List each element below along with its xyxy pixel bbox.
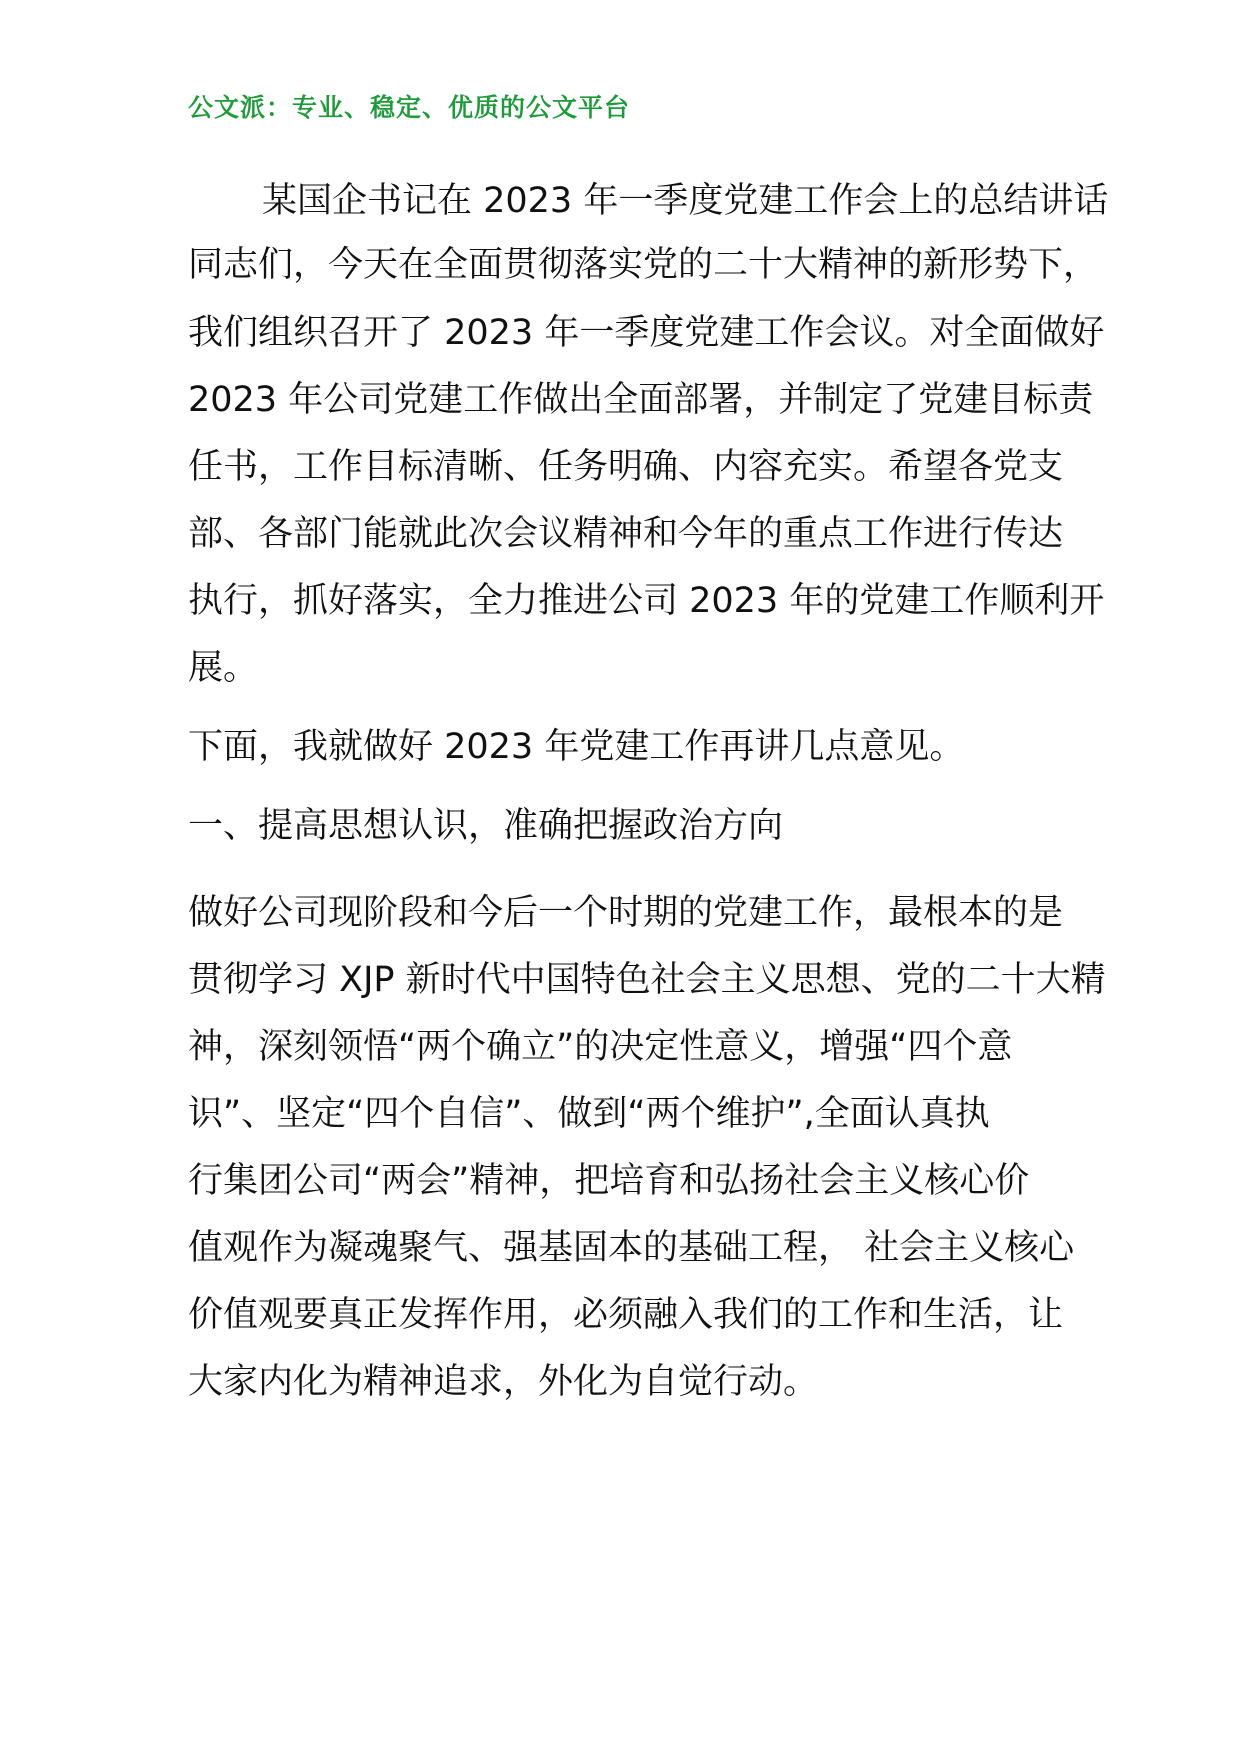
paragraph-line: 部、各部门能就此次会议精神和今年的重点工作进行传达: [188, 514, 1064, 554]
paragraph-line: 大家内化为精神追求，外化为自觉行动。: [188, 1362, 819, 1402]
paragraph-line: 做好公司现阶段和今后一个时期的党建工作，最根本的是: [188, 893, 1064, 933]
paragraph-line: 值观作为凝魂聚气、强基固本的基础工程， 社会主义核心: [188, 1228, 1075, 1268]
section-heading: 一、提高思想认识，准确把握政治方向: [188, 806, 784, 846]
site-header-banner: 公文派：专业、稳定、优质的公文平台: [188, 93, 631, 122]
paragraph-line: 展。: [188, 648, 259, 688]
document-title: 某国企书记在 2023 年一季度党建工作会上的总结讲话: [262, 181, 1109, 221]
paragraph-line: 同志们，今天在全面贯彻落实党的二十大精神的新形势下，: [188, 245, 1099, 285]
paragraph-line: 神，深刻领悟“两个确立”的决定性意义，增强“四个意: [188, 1027, 1013, 1067]
paragraph-line: 2023 年公司党建工作做出全面部署，并制定了党建目标责: [188, 380, 1094, 420]
paragraph-line: 我们组织召开了 2023 年一季度党建工作会议。对全面做好: [188, 313, 1105, 353]
paragraph-line: 执行，抓好落实，全力推进公司 2023 年的党建工作顺利开: [188, 581, 1105, 621]
paragraph-line: 识”、坚定“四个自信”、做到“两个维护”,全面认真执: [188, 1094, 990, 1134]
paragraph-line: 下面，我就做好 2023 年党建工作再讲几点意见。: [188, 727, 965, 767]
paragraph-line: 价值观要真正发挥作用，必须融入我们的工作和生活，让: [188, 1295, 1064, 1335]
paragraph-line: 贯彻学习 XJP 新时代中国特色社会主义思想、党的二十大精: [188, 960, 1106, 1000]
paragraph-line: 行集团公司“两会”精神，把培育和弘扬社会主义核心价: [188, 1161, 1030, 1201]
paragraph-line: 任书，工作目标清晰、任务明确、内容充实。希望各党支: [188, 447, 1064, 487]
